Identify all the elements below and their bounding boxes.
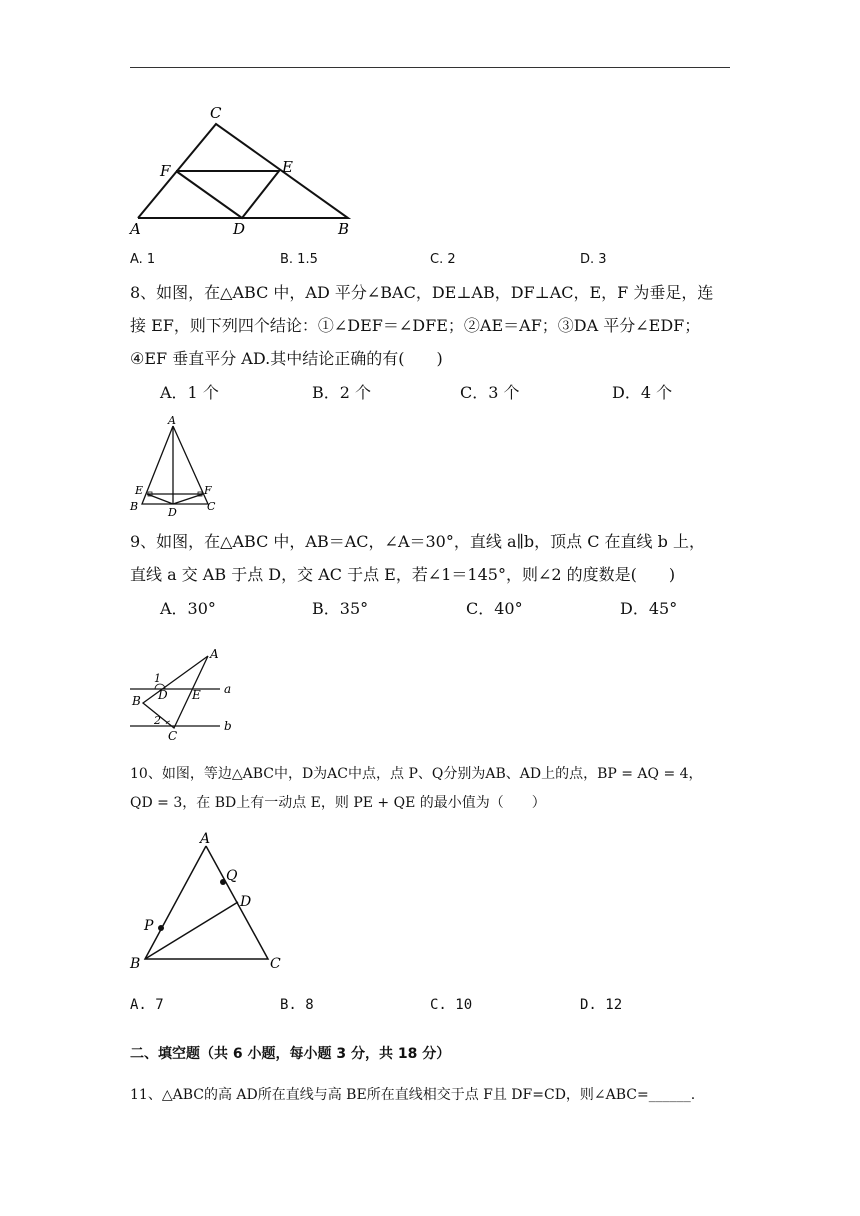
q10-option-c: C. 10 <box>430 997 473 1013</box>
fig7-label-b: B <box>338 220 350 238</box>
fig9-label-d: D <box>158 688 168 702</box>
fig8-label-a: A <box>168 414 176 427</box>
fig10-label-p: P <box>144 918 154 934</box>
fig7-label-a: A <box>130 220 141 238</box>
q10-option-a: A. 7 <box>130 997 164 1013</box>
fig7-label-d: D <box>233 220 246 238</box>
q8-line3: ④EF 垂直平分 AD.其中结论正确的有( ) <box>130 349 443 368</box>
q7-option-b: B. 1.5 <box>280 252 318 267</box>
fig10-label-b: B <box>130 956 141 972</box>
q8-line1: 8、如图，在△ABC 中，AD 平分∠BAC，DE⊥AB，DF⊥AC，E，F 为垂足，连 <box>130 283 714 302</box>
q8-line2: 接 EF，则下列四个结论：①∠DEF＝∠DFE；②AE＝AF；③DA 平分∠EDF； <box>130 316 701 335</box>
fig8-label-c: C <box>207 500 216 513</box>
figure-q10 <box>128 828 298 978</box>
q8-option-d: D．4 个 <box>612 383 673 402</box>
fig8-label-d: D <box>168 506 177 519</box>
fig8-label-b: B <box>130 500 139 513</box>
fig8-label-e: E <box>135 484 144 497</box>
q7-option-a: A. 1 <box>130 252 156 267</box>
q8-option-c: C．3 个 <box>460 383 520 402</box>
q9-line2: 直线 a 交 AB 于点 D，交 AC 于点 E，若∠1＝145°，则∠2 的度数是( ) <box>130 565 676 584</box>
header-rule <box>130 67 730 68</box>
q10-option-d: D. 12 <box>580 997 623 1013</box>
fig9-label-a: A <box>210 647 219 661</box>
fig10-label-c: C <box>270 956 281 972</box>
fig9-label-2: 2 <box>154 714 161 727</box>
fig10-label-q: Q <box>226 868 238 884</box>
q9-line1: 9、如图，在△ABC 中，AB＝AC，∠A＝30°，直线 a∥b，顶点 C 在直线 b 上， <box>130 532 705 551</box>
q9-option-d: D．45° <box>620 599 678 618</box>
q10-line1: 10、如图，等边△ABC中，D为AC中点，点 P、Q分别为AB、AD上的点，BP = AQ = 4， <box>130 766 703 782</box>
section-fill-in-title: 二、填空题（共 6 小题，每小题 3 分，共 18 分） <box>130 1046 451 1062</box>
figure-q8 <box>128 412 228 520</box>
fig7-label-f: F <box>160 162 171 180</box>
q9-option-c: C．40° <box>466 599 523 618</box>
q10-option-b: B. 8 <box>280 997 314 1013</box>
q7-option-c: C. 2 <box>430 252 456 267</box>
fig7-label-c: C <box>210 104 222 122</box>
fig9-label-b: B <box>132 694 141 708</box>
fig8-label-f: F <box>204 484 212 497</box>
q10-line2: QD = 3，在 BD上有一动点 E，则 PE + QE 的最小值为（ ） <box>130 795 546 811</box>
q7-option-d: D. 3 <box>580 252 607 267</box>
q11-text: 11、△ABC的高 AD所在直线与高 BE所在直线相交于点 F且 DF=CD，则∠ABC=______. <box>130 1087 696 1103</box>
figure-q9 <box>128 644 240 744</box>
fig10-label-a: A <box>200 831 211 847</box>
figure-q7 <box>128 100 368 240</box>
fig7-label-e: E <box>282 158 293 176</box>
q9-option-a: A．30° <box>160 599 216 618</box>
q9-option-b: B．35° <box>312 599 369 618</box>
fig9-label-b-line: b <box>224 719 232 733</box>
fig9-label-1: 1 <box>154 672 161 685</box>
q8-option-b: B．2 个 <box>312 383 372 402</box>
fig9-label-a-line: a <box>224 682 232 696</box>
fig9-label-e: E <box>192 688 201 702</box>
fig9-label-c: C <box>168 729 178 743</box>
q8-option-a: A．1 个 <box>160 383 219 402</box>
fig10-label-d: D <box>240 894 252 910</box>
